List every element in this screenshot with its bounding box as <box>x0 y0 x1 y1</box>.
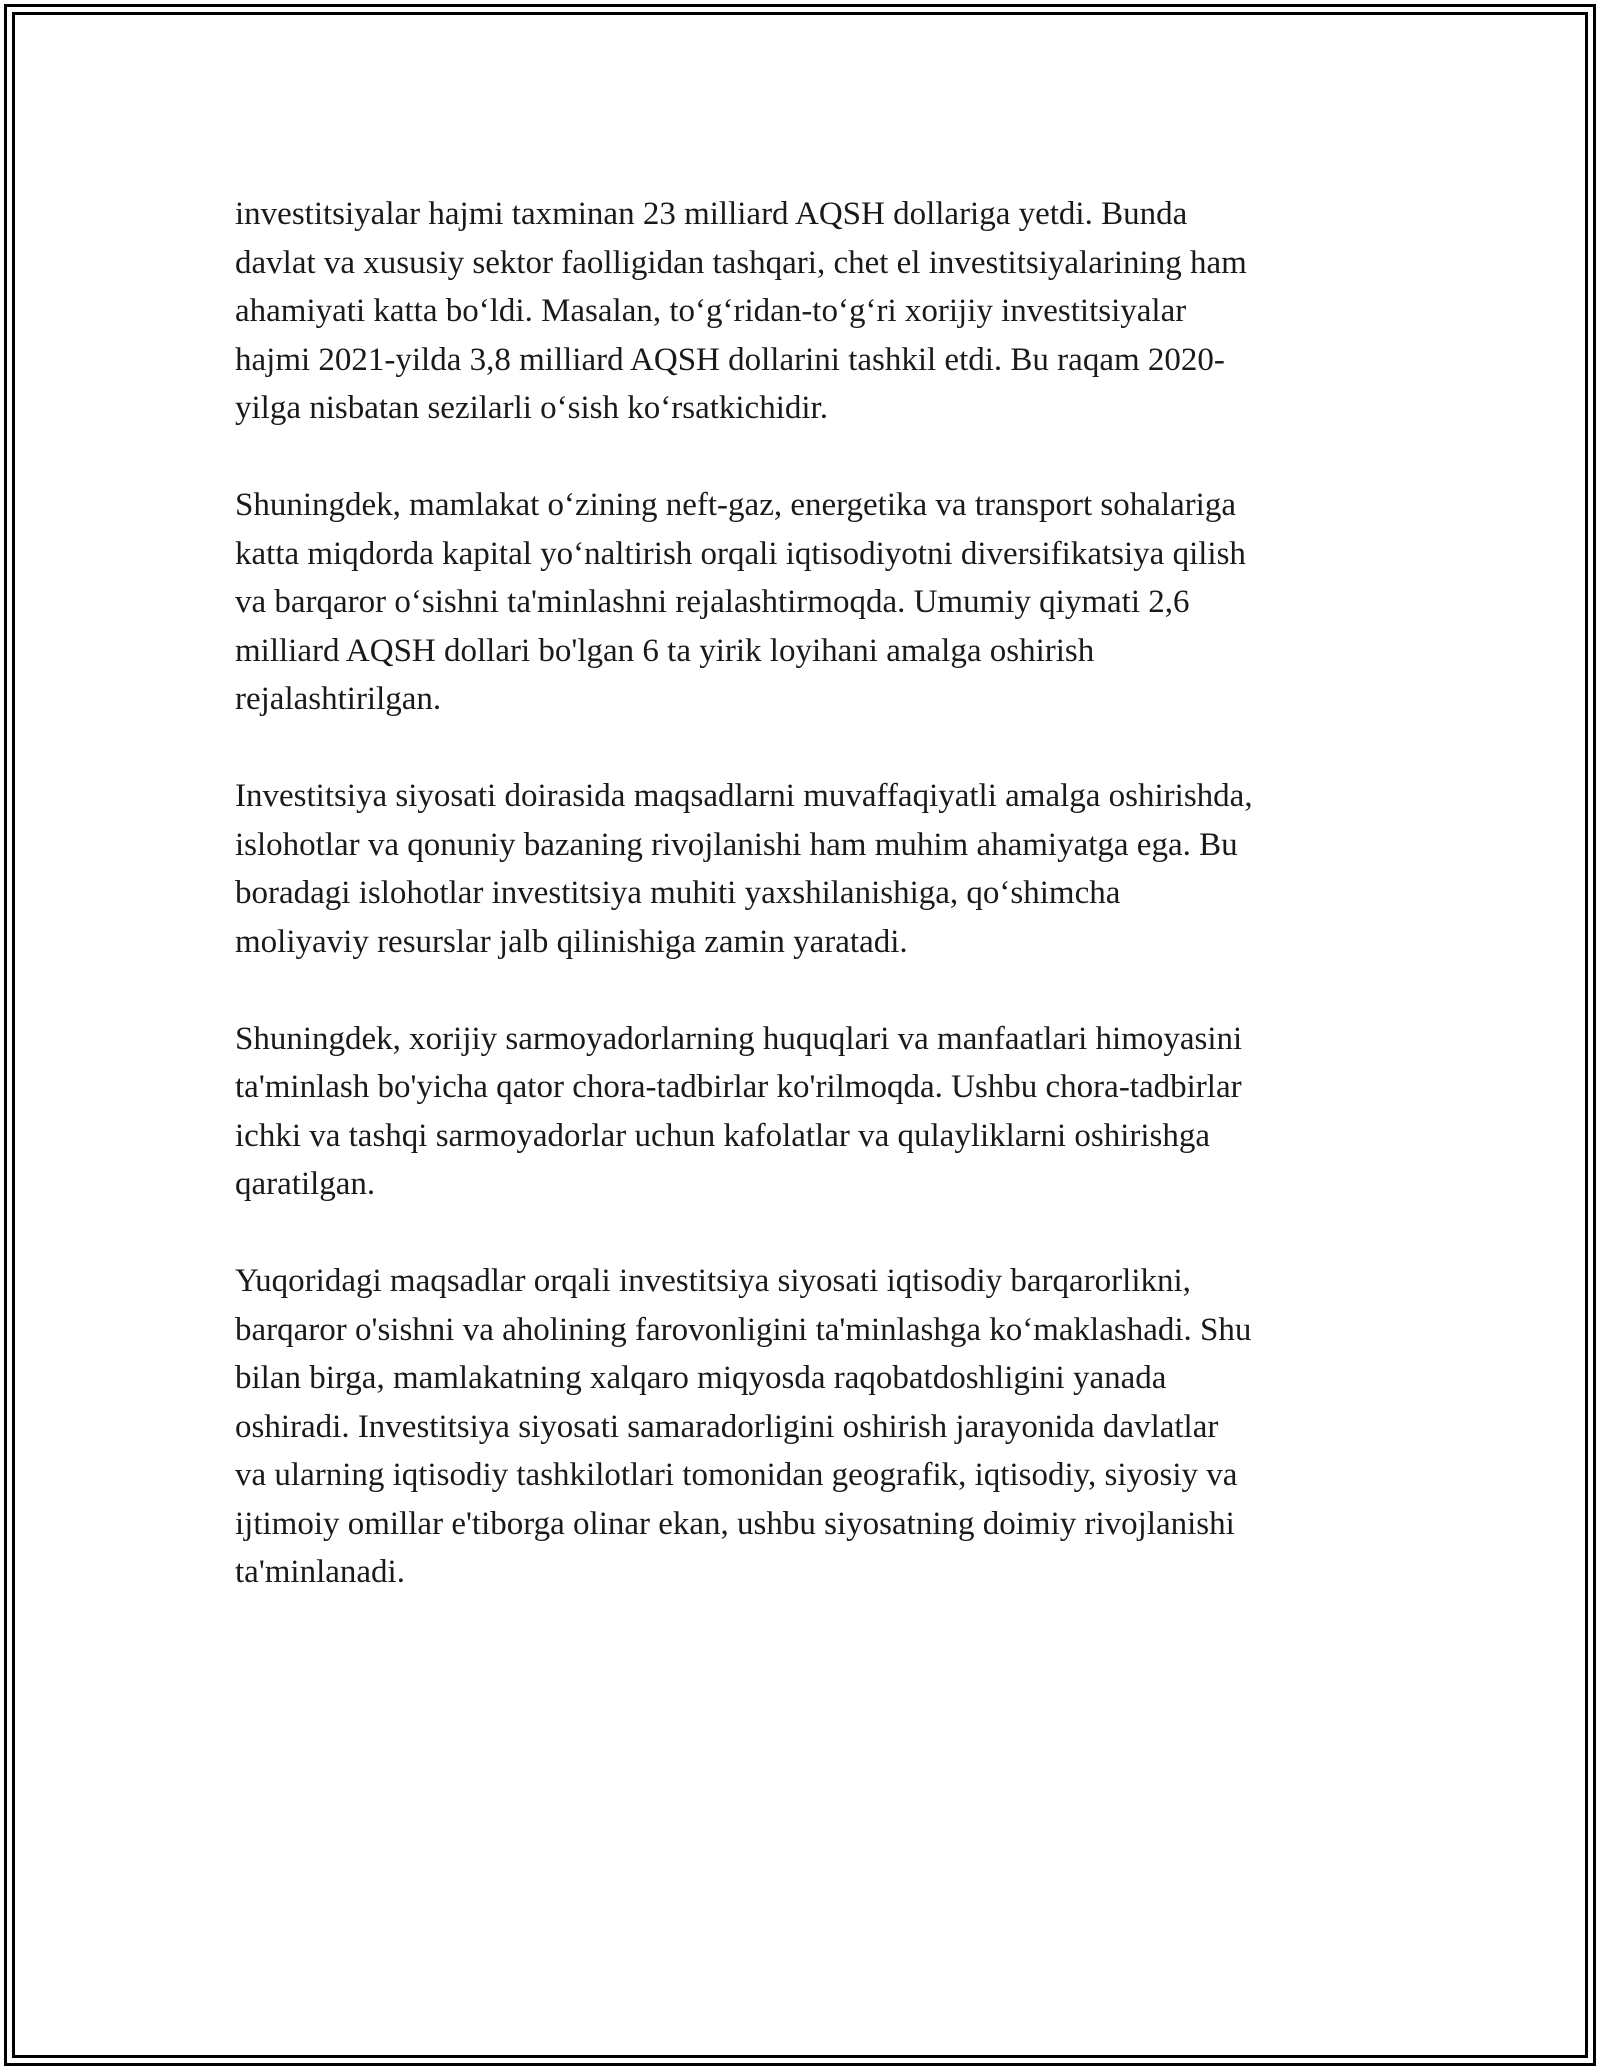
text-line: oshiradi. Investitsiya siyosati samaradorligini oshirish jarayonida davlatlar <box>235 1408 1219 1445</box>
paragraph-5 <box>235 1257 1370 1597</box>
text-line: ahamiyati katta bo‘ldi. Masalan, to‘g‘ridan-to‘g‘ri xorijiy investitsiyalar <box>235 293 1187 329</box>
text-line: yilga nisbatan sezilarli o‘sish ko‘rsatkichidir. <box>235 390 828 426</box>
paragraph-2 <box>235 481 1370 724</box>
text-line: boradagi islohotlar investitsiya muhiti yaxshilanishiga, qo‘shimcha <box>235 875 1121 911</box>
text-line: qaratilgan. <box>235 1166 376 1202</box>
text-line: islohotlar va qonuniy bazaning rivojlanishi ham muhim ahamiyatga ega. Bu <box>235 826 1238 863</box>
text-line: bilan birga, mamlakatning xalqaro miqyosda raqobatdoshligini yanada <box>235 1360 1167 1396</box>
text-line: ta'minlanadi. <box>235 1554 405 1590</box>
text-line: moliyaviy resurslar jalb qilinishiga zamin yaratadi. <box>235 923 908 960</box>
text-line: milliard AQSH dollari bo'lgan 6 ta yirik loyihani amalga oshirish <box>235 632 1095 669</box>
text-line: Shuningdek, xorijiy sarmoyadorlarning huquqlari va manfaatlari himoyasini <box>235 1020 1243 1057</box>
text-line: ichki va tashqi sarmoyadorlar uchun kafolatlar va qulayliklarni oshirishga <box>235 1117 1211 1154</box>
text-line: barqaror o'sishni va aholining farovonligini ta'minlashga ko‘maklashadi. Shu <box>235 1311 1252 1348</box>
text-line: davlat va xususiy sektor faolligidan tashqari, chet el investitsiyalarining ham <box>235 244 1247 281</box>
text-line: va barqaror o‘sishni ta'minlashni rejalashtirmoqda. Umumiy qiymati 2,6 <box>235 584 1190 620</box>
text-line: Yuqoridagi maqsadlar orqali investitsiya siyosati iqtisodiy barqarorlikni, <box>235 1263 1191 1299</box>
text-line: Investitsiya siyosati doirasida maqsadlarni muvaffaqiyatli amalga oshirishda, <box>235 778 1253 814</box>
paragraph-3 <box>235 772 1370 966</box>
text-line: Shuningdek, mamlakat o‘zining neft-gaz, energetika va transport sohalariga <box>235 487 1236 523</box>
text-line: ta'minlash bo'yicha qator chora-tadbirlar ko'rilmoqda. Ushbu chora-tadbirlar <box>235 1069 1242 1105</box>
text-line: hajmi 2021-yilda 3,8 milliard AQSH dollarini tashkil etdi. Bu raqam 2020- <box>235 341 1225 378</box>
paragraph-1 <box>235 190 1370 433</box>
text-line: va ularning iqtisodiy tashkilotlari tomonidan geografik, iqtisodiy, siyosiy va <box>235 1457 1238 1493</box>
paragraph-4 <box>235 1015 1370 1209</box>
text-line: katta miqdorda kapital yo‘naltirish orqali iqtisodiyotni diversifikatsiya qilish <box>235 535 1246 572</box>
text-line: investitsiyalar hajmi taxminan 23 milliard AQSH dollariga yetdi. Bunda <box>235 196 1188 232</box>
text-line: rejalashtirilgan. <box>235 681 442 717</box>
document-body <box>235 190 1370 1645</box>
text-line: ijtimoiy omillar e'tiborga olinar ekan, ushbu siyosatning doimiy rivojlanishi <box>235 1505 1235 1542</box>
